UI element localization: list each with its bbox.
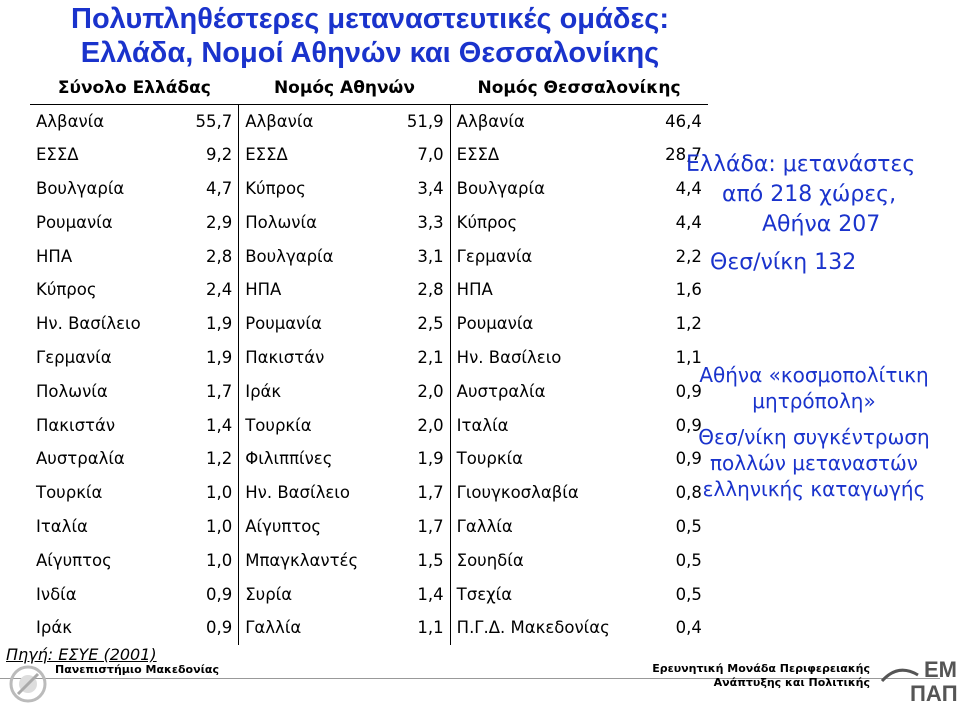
table-cell-percent: 1,9 — [205, 347, 233, 367]
table-cell-country: Ιράκ — [239, 374, 364, 408]
title-line-1: Πολυπληθέστερες μεταναστευτικές ομάδες: — [71, 3, 669, 35]
table-cell-country: Ρουμανία — [239, 307, 364, 341]
table-cell-percent: 3,1 — [417, 246, 444, 266]
table-cell-country: Κύπρος — [36, 280, 97, 300]
table-cell-country: Γερμανία — [36, 347, 112, 367]
table-cell-country: Ιταλία — [450, 408, 616, 442]
table-cell-country: Αλβανία — [450, 104, 616, 138]
table-cell-percent: 1,5 — [417, 550, 444, 570]
table-cell-country: Αλβανία — [30, 104, 147, 138]
table-cell-percent: 2,1 — [417, 347, 444, 367]
table-row — [30, 341, 708, 375]
table-cell-country: Βουλγαρία — [239, 239, 364, 273]
table-cell-percent: 1,7 — [417, 483, 444, 503]
table-cell-country: Ρουμανία — [450, 307, 616, 341]
note2-line1: Αθήνα «κοσμοπολίτικη — [699, 363, 929, 387]
table-cell-percent: 0,9 — [205, 618, 233, 638]
table-cell-country: Τουρκία — [450, 442, 616, 476]
table-cell-country: Πολωνία — [239, 205, 364, 239]
table-cell-country: Τουρκία — [36, 483, 103, 503]
table-cell-country: Γερμανία — [450, 239, 616, 273]
table-row — [30, 205, 708, 239]
migrant-origin-note — [682, 150, 952, 278]
header-greece: Σύνολο Ελλάδας — [57, 77, 211, 98]
note2-line5: ελληνικής καταγωγής — [702, 477, 926, 501]
table-cell-percent: 2,5 — [417, 314, 444, 334]
table-header-row — [30, 72, 708, 104]
table-row — [30, 307, 708, 341]
table-cell-country: Ιταλία — [36, 516, 88, 536]
table-row — [30, 374, 708, 408]
table-cell-percent: 1,1 — [417, 618, 444, 638]
table-cell-country: ΕΣΣΔ — [239, 138, 364, 172]
table-cell-country: ΗΠΑ — [239, 273, 364, 307]
table-cell-country: Σουηδία — [450, 543, 616, 577]
table-cell-country: Ην. Βασίλειο — [36, 314, 141, 334]
table-cell-country: Ιράκ — [36, 618, 72, 638]
table-row — [30, 273, 708, 307]
table-body — [30, 104, 708, 645]
table-cell-percent: 0,9 — [675, 449, 702, 469]
table-cell-country: Αλβανία — [239, 104, 364, 138]
table-cell-country: ΗΠΑ — [36, 246, 73, 266]
logo-text-top: ΕΜ — [924, 657, 957, 682]
table-cell-percent: 1,6 — [675, 280, 702, 300]
table-cell-country: Ην. Βασίλειο — [239, 476, 364, 510]
table-cell-percent: 0,9 — [675, 381, 702, 401]
table-row — [30, 577, 708, 611]
table-cell-percent: 1,2 — [675, 314, 702, 334]
table-row — [30, 611, 708, 645]
table-cell-percent: 1,2 — [205, 449, 233, 469]
table-cell-country: ΕΣΣΔ — [450, 138, 616, 172]
table-cell-percent: 28,7 — [665, 145, 702, 165]
table-cell-percent: 51,9 — [364, 104, 450, 138]
research-unit-name — [640, 662, 870, 690]
table-cell-percent: 3,4 — [417, 178, 444, 198]
table-cell-percent: 0,5 — [675, 550, 702, 570]
table-cell-percent: 7,0 — [417, 145, 444, 165]
table-cell-country: Γαλλία — [239, 611, 364, 645]
table-cell-percent: 9,2 — [205, 145, 233, 165]
table-cell-country: Κύπρος — [450, 205, 616, 239]
note1-line3: Αθήνα 207 — [762, 212, 881, 237]
table-cell-percent: 1,7 — [205, 381, 233, 401]
table-cell-percent: 1,9 — [205, 314, 233, 334]
research-unit-line1: Ερευνητική Μονάδα Περιφερειακής — [652, 662, 870, 675]
table-cell-country: Γαλλία — [450, 510, 616, 544]
city-character-note — [668, 362, 960, 502]
note1-line1: Ελλάδα: μετανάστες — [686, 152, 916, 177]
table-cell-percent: 1,7 — [417, 516, 444, 536]
table-cell-percent: 55,7 — [147, 104, 239, 138]
note2-line4: πολλών μεταναστών — [710, 451, 918, 475]
header-athens: Νομός Αθηνών — [273, 77, 415, 98]
table-cell-country: Πολωνία — [36, 381, 108, 401]
table-cell-percent: 1,1 — [675, 347, 702, 367]
table-cell-country: Πακιστάν — [36, 415, 116, 435]
source-note: Πηγή: ΕΣΥΕ (2001) — [6, 645, 157, 664]
table-cell-percent: 1,4 — [205, 415, 233, 435]
table-cell-percent: 2,0 — [417, 415, 444, 435]
table-cell-country: Ινδία — [36, 584, 77, 604]
table-cell-country: Ρουμανία — [36, 212, 113, 232]
university-name: Πανεπιστήμιο Μακεδονίας — [55, 663, 219, 676]
table-cell-percent: 2,0 — [417, 381, 444, 401]
note2-line2: μητρόπολη» — [752, 389, 876, 413]
table-cell-country: Αίγυπτος — [239, 510, 364, 544]
table-cell-percent: 1,9 — [417, 449, 444, 469]
table-cell-percent: 1,0 — [205, 550, 233, 570]
table-cell-country: Ην. Βασίλειο — [450, 341, 616, 375]
table-cell-percent: 1,4 — [417, 584, 444, 604]
table-cell-country: Μπαγκλαντές — [239, 543, 364, 577]
university-logo — [6, 664, 50, 704]
table-cell-country: Αίγυπτος — [36, 550, 112, 570]
table-cell-country: Κύπρος — [239, 172, 364, 206]
table-cell-country: ΗΠΑ — [450, 273, 616, 307]
table-cell-percent: 0,5 — [675, 584, 702, 604]
page-title — [0, 2, 740, 70]
note1-line2: από 218 χώρες, — [722, 182, 897, 207]
table-row — [30, 476, 708, 510]
table-cell-percent: 4,4 — [675, 212, 702, 232]
migrant-groups-table — [30, 72, 708, 645]
table-cell-percent: 0,5 — [675, 516, 702, 536]
table-row — [30, 510, 708, 544]
table-cell-percent: 0,9 — [205, 584, 233, 604]
table-row — [30, 442, 708, 476]
header-thessaloniki: Νομός Θεσσαλονίκης — [477, 77, 681, 98]
table-cell-country: Π.Γ.Δ. Μακεδονίας — [450, 611, 616, 645]
table-row — [30, 543, 708, 577]
table-cell-percent: 2,9 — [205, 212, 233, 232]
table-cell-country: Αυστραλία — [36, 449, 125, 469]
table-cell-percent: 46,4 — [616, 104, 708, 138]
title-line-2: Ελλάδα, Νομοί Αθηνών και Θεσσαλονίκης — [80, 37, 660, 69]
table-row — [30, 408, 708, 442]
logo-text-bottom: ΠΑΠ — [910, 681, 958, 705]
table-cell-percent: 4,7 — [205, 178, 233, 198]
table-cell-country: Συρία — [239, 577, 364, 611]
research-unit-line2: Ανάπτυξης και Πολιτικής — [713, 676, 870, 689]
table-cell-country: Πακιστάν — [239, 341, 364, 375]
table-cell-percent: 3,3 — [417, 212, 444, 232]
table-cell-percent: 2,4 — [205, 280, 233, 300]
note1-line4: Θεσ/νίκη 132 — [710, 250, 857, 275]
table-cell-country: Τσεχία — [450, 577, 616, 611]
table-cell-country: Βουλγαρία — [36, 178, 125, 198]
table-cell-country: Φιλιππίνες — [239, 442, 364, 476]
table-row — [30, 239, 708, 273]
table-cell-percent: 2,8 — [205, 246, 233, 266]
table-cell-percent: 2,2 — [675, 246, 702, 266]
table-cell-country: Γιουγκοσλαβία — [450, 476, 616, 510]
table-row — [30, 138, 708, 172]
research-unit-logo — [878, 655, 958, 705]
table-cell-country: ΕΣΣΔ — [36, 145, 79, 165]
table-cell-percent: 4,4 — [675, 178, 702, 198]
table-cell-percent: 1,0 — [205, 516, 233, 536]
note2-line3: Θεσ/νίκη συγκέντρωση — [698, 425, 930, 449]
table-row — [30, 104, 708, 138]
table-cell-country: Αυστραλία — [450, 374, 616, 408]
table-row — [30, 172, 708, 206]
table-cell-percent: 0,9 — [675, 415, 702, 435]
table-cell-country: Τουρκία — [239, 408, 364, 442]
table-cell-country: Βουλγαρία — [450, 172, 616, 206]
table-cell-percent: 0,8 — [675, 483, 702, 503]
table-cell-percent: 0,4 — [675, 618, 702, 638]
table-cell-percent: 2,8 — [417, 280, 444, 300]
table-cell-percent: 1,0 — [205, 483, 233, 503]
